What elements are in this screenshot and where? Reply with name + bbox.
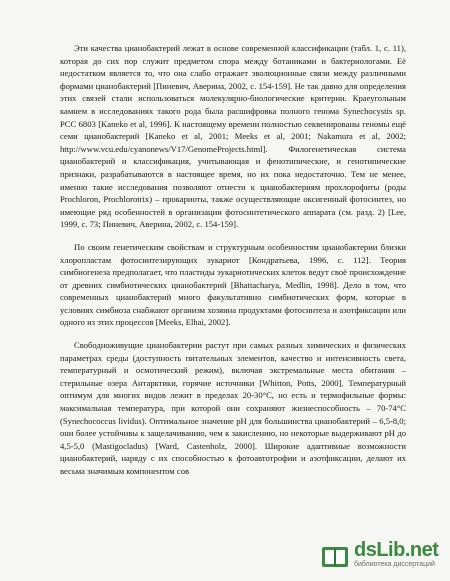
paragraph-2: По своим генетическим свойствам и структурным особенностям цианобактерии близки хлоропластам фотосинтезирующих эукариот [Кондратьева, 1996, с. 112]. Теория симбиогенеза предполагает, что пластиды эукариотических клеток ведут своё происхождение от древних симбиотических цианобактерий [Bhattacharya, Medlin, 1998]. Дело в том, что современных цианобактерий много факультативно симбиотических форм, которые в условиях симбиоза снабжают организм хозяина продуктами фотосинтеза и азотфиксации или одного из этих процессов [Meeks, Elhai, 2002]. xyxy=(60,241,406,328)
paragraph-1: Эти качества цианобактерий лежат в основе современной классификации (табл. 1, с. 11), которая до сих пор служит предметом спора между ботаниками и бактериологами. Её недостатком является то, что она слабо отражает эволюционные связи между различными формами цианобактерий [Пиневич, Аверина, 2002, с. 154-159]. Не так давно для определения этих связей стали использоваться молекулярно-биологические критерии. Краеугольным камнем в исследованиях такого рода была расшифровка полного генома Synechocystis sp. PCC 6803 [Kaneko et al, 1996]. К настоящему времени полностью секвенированы геномы ещё семи цианобактерий [Kaneko et al, 2001; Meeks et al, 2001; Nakamura et al, 2002; http://www.vcu.edu/cyanonews/V17/GenomeProjects.html]. Филогенетическая система цианобактерий и классификация, учитывающая и фенотипические, и генотипические признаки, разрабатываются в настоящее время, но их пока недостаточно. Тем не менее, именно такие исследования позволяют отнести к цианобактериям прохлорофиты (роды Prochloron, Prochlorotrix) – прокариоты, также осуществляющие оксигенный фотосинтез, но имеющие ряд особенностей в организации фотосинтетического аппарата (см. разд. 2) [Lee, 1999, с. 73; Пиневич, Аверина, 2002, с. 154-159]. xyxy=(60,43,406,230)
watermark-name: dsLib.net xyxy=(354,539,439,561)
watermark-logo xyxy=(320,539,439,575)
book-icon xyxy=(320,541,350,571)
watermark-subtitle: библиотека диссертаций xyxy=(354,561,435,568)
document-body xyxy=(60,42,406,478)
paragraph-3: Свободноживущие цианобактерии растут при самых разных химических и физических параметрах среды (доступность питательных элементов, качество и интенсивность света, температурный и осмотический режим), включая экстремальные места обитания – стерильные озера Антарктики, горячие источники [Whitton, Potts, 2000]. Температурный оптимум для многих видов лежит в пределах 20-30°С, но есть и термофильные формы: максимальная температура, при которой они сохраняют жизнеспособность – 70-74°С (Synechococcus lividus). Оптимальное значение pH для большинства цианобактерий – 6,5-8,0; они более устойчивы к защелачиванию, чем к закислению, но некоторые выдерживают pH до 4,5-5,0 (Mastigocladus) [Ward, Castenholz, 2000]. Широкие адаптивные возможности цианобактерий, наряду с их способностью к фотоавтотрофии и азотфиксации, делают их весьма значимым компонентом сов xyxy=(60,340,406,476)
